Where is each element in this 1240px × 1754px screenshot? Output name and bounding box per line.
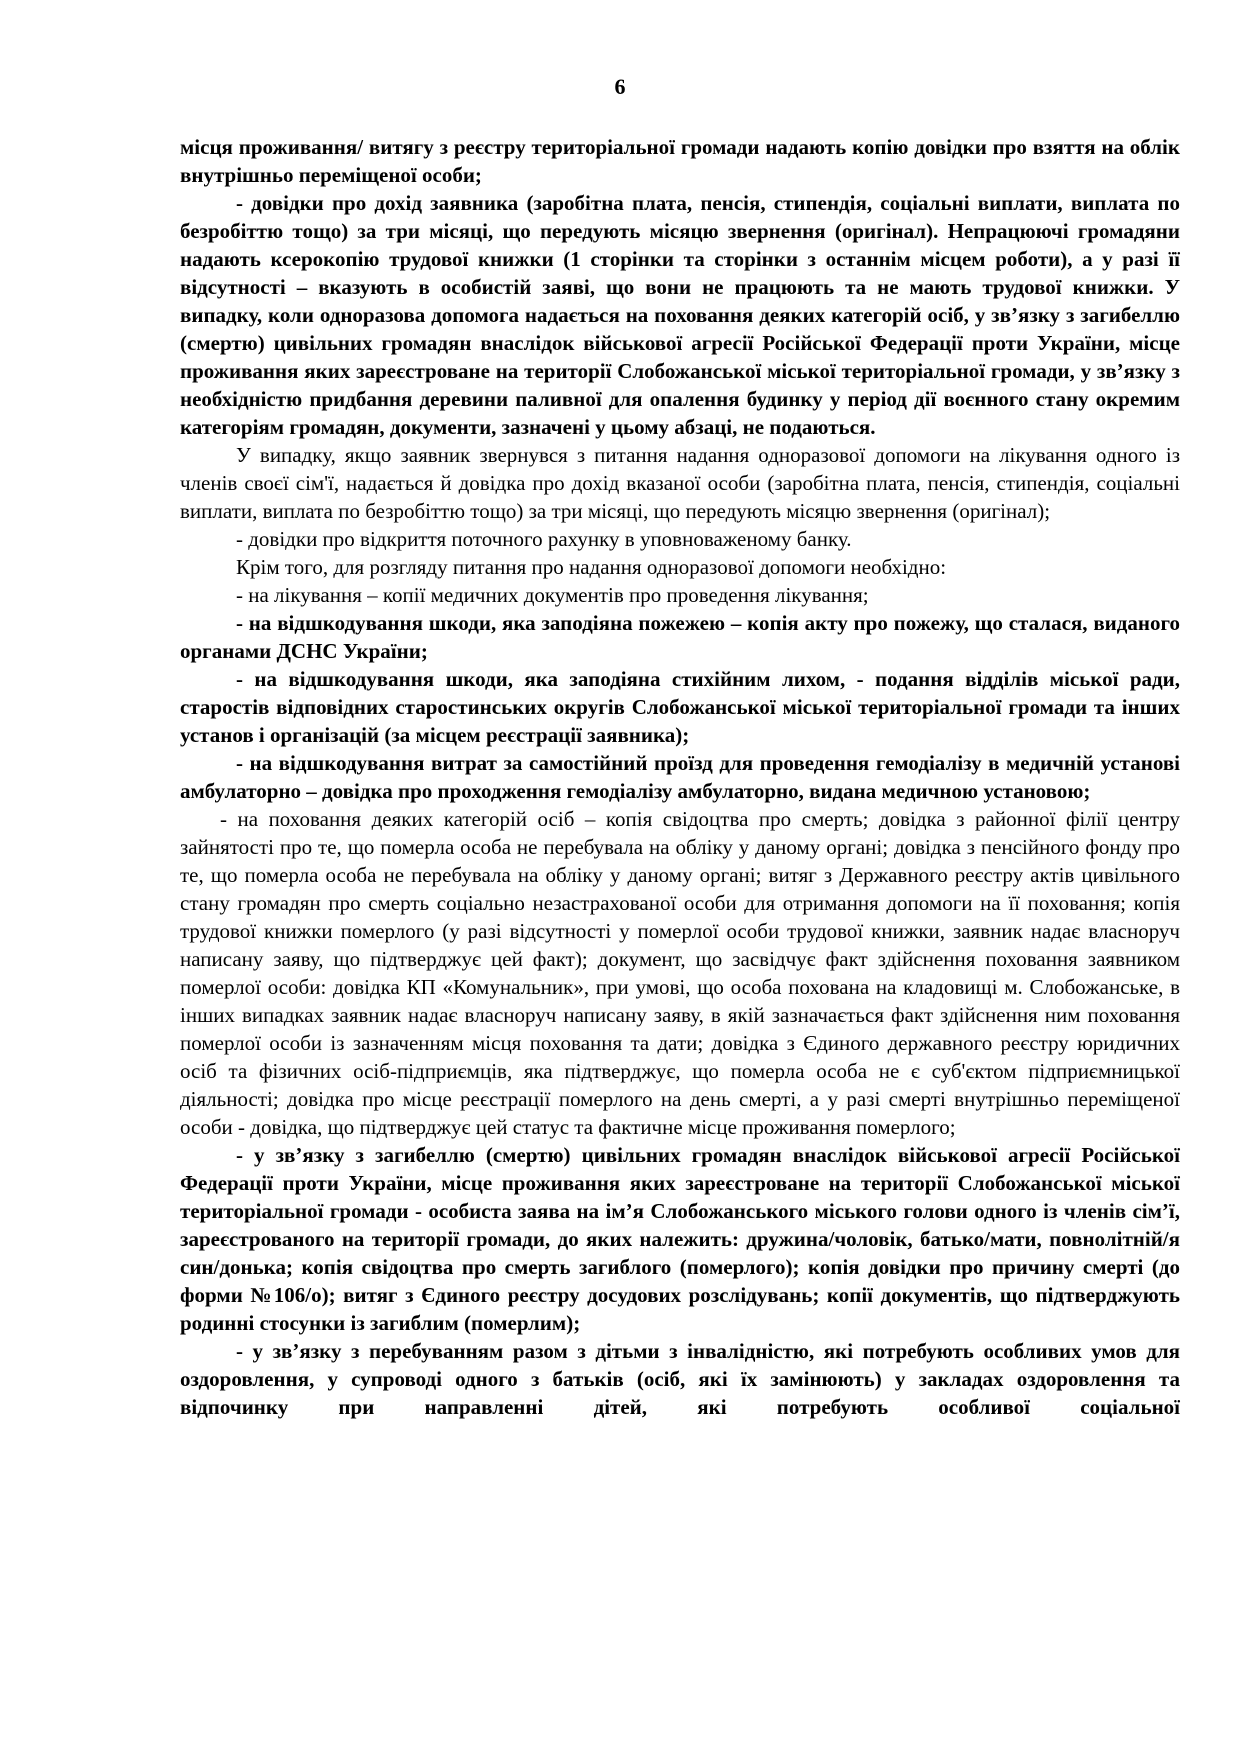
- page-number: 6: [614, 74, 626, 99]
- paragraph-idp-certificate: місця проживання/ витягу з реєстру територіальної громади надають копію довідки про взяття на облік внутрішньо переміщеної особи;: [180, 135, 1180, 187]
- paragraph-burial: - на поховання деяких категорій осіб – копія свідоцтва про смерть; довідка з районної філії центру зайнятості про те, що померла особа не перебувала на обліку у даному органі; довідка з пенсійного фонду про те, що померла особа не перебувала на обліку у даному органі; витяг з Державного реєстру актів цивільного стану громадян про смерть соціально незастрахованої особи для отримання допомоги на її поховання; копія трудової книжки померлого (у разі відсутності у померлої особи трудової книжки, заявник надає власноруч написану заяву, що підтверджує цей факт); документ, що засвідчує факт здійснення поховання заявником померлої особи: довідка КП «Комунальник», при умові, що особа похована на кладовищі м. Слобожанське, в інших випадках заявник надає власноруч написану заяву, в якій зазначається факт здійснення ним поховання померлої особи із зазначенням місця поховання та дати; довідка з Єдиного державного реєстру юридичних осіб та фізичних осіб-підприємців, яка підтверджує, що померла особа не є суб'єктом підприємницької діяльності; довідка про місце реєстрації померлого на день смерті, а у разі смерті внутрішньо переміщеної особи - довідка, що підтверджує цей статус та фактичне місце проживання померлого;: [180, 807, 1180, 1139]
- document-body: [180, 133, 1180, 1421]
- paragraph-family-treatment: У випадку, якщо заявник звернувся з питання надання одноразової допомоги на лікування одного із членів своєї сім'ї, надається й довідка про дохід вказаної особи (заробітна плата, пенсія, стипендія, соціальні виплати, виплата по безробіттю тощо) за три місяці, що передують місяцю звернення (оригінал);: [180, 443, 1180, 523]
- paragraph-hemodialysis: - на відшкодування витрат за самостійний проїзд для проведення гемодіалізу в медичній установі амбулаторно – довідка про проходження гемодіалізу амбулаторно, видана медичною установою;: [180, 751, 1180, 803]
- paragraph-additionally: Крім того, для розгляду питання про надання одноразової допомоги необхідно:: [236, 555, 947, 579]
- paragraph-disabled-children: - у зв’язку з перебуванням разом з дітьми з інвалідністю, які потребують особливих умов для оздоровлення, у супроводі одного з батьків (осіб, які їх замінюють) у закладах оздоровлення та відпочинку при направленні дітей, які потребують особливої соціальної: [180, 1339, 1180, 1419]
- paragraph-bank-account: - довідки про відкриття поточного рахунку в уповноваженому банку.: [236, 527, 852, 551]
- paragraph-treatment: - на лікування – копії медичних документів про проведення лікування;: [236, 583, 869, 607]
- paragraph-natural-disaster: - на відшкодування шкоди, яка заподіяна стихійним лихом, - подання відділів міської ради, старостів відповідних старостинських округів Слобожанської міської територіальної громади та інших установ і організацій (за місцем реєстрації заявника);: [180, 667, 1180, 747]
- paragraph-fire-damage: - на відшкодування шкоди, яка заподіяна пожежею – копія акту про пожежу, що сталася, виданого органами ДСНС України;: [180, 611, 1180, 663]
- paragraph-income-certificate: - довідки про дохід заявника (заробітна плата, пенсія, стипендія, соціальні виплати, виплата по безробіттю тощо) за три місяці, що передують місяцю звернення (оригінал). Непрацюючі громадяни надають ксерокопію трудової книжки (1 сторінки та сторінки з останнім місцем роботи), а у разі її відсутності – вказують в особистій заяві, що вони не працюють та не мають трудової книжки. У випадку, коли одноразова допомога надається на поховання деяких категорій осіб, у зв’язку з загибеллю (смертю) цивільних громадян внаслідок військової агресії Російської Федерації проти України, місце проживання яких зареєстроване на території Слобожанської міської територіальної громади, у зв’язку з необхідністю придбання деревини паливної для опалення будинку у період дії воєнного стану окремим категоріям громадян, документи, зазначені у цьому абзаці, не подаються.: [180, 191, 1180, 439]
- paragraph-war-death: - у зв’язку з загибеллю (смертю) цивільних громадян внаслідок військової агресії Російської Федерації проти України, місце проживання яких зареєстроване на території Слобожанської міської територіальної громади - особиста заява на ім’я Слобожанського міського голови одного із членів сім’ї, зареєстрованого на території громади, до яких належить: дружина/чоловік, батько/мати, повнолітній/я син/донька; копія свідоцтва про смерть загиблого (померлого); копія довідки про причину смерті (до форми №106/о); витяг з Єдиного реєстру досудових розслідувань; копії документів, що підтверджують родинні стосунки із загиблим (померлим);: [180, 1143, 1180, 1335]
